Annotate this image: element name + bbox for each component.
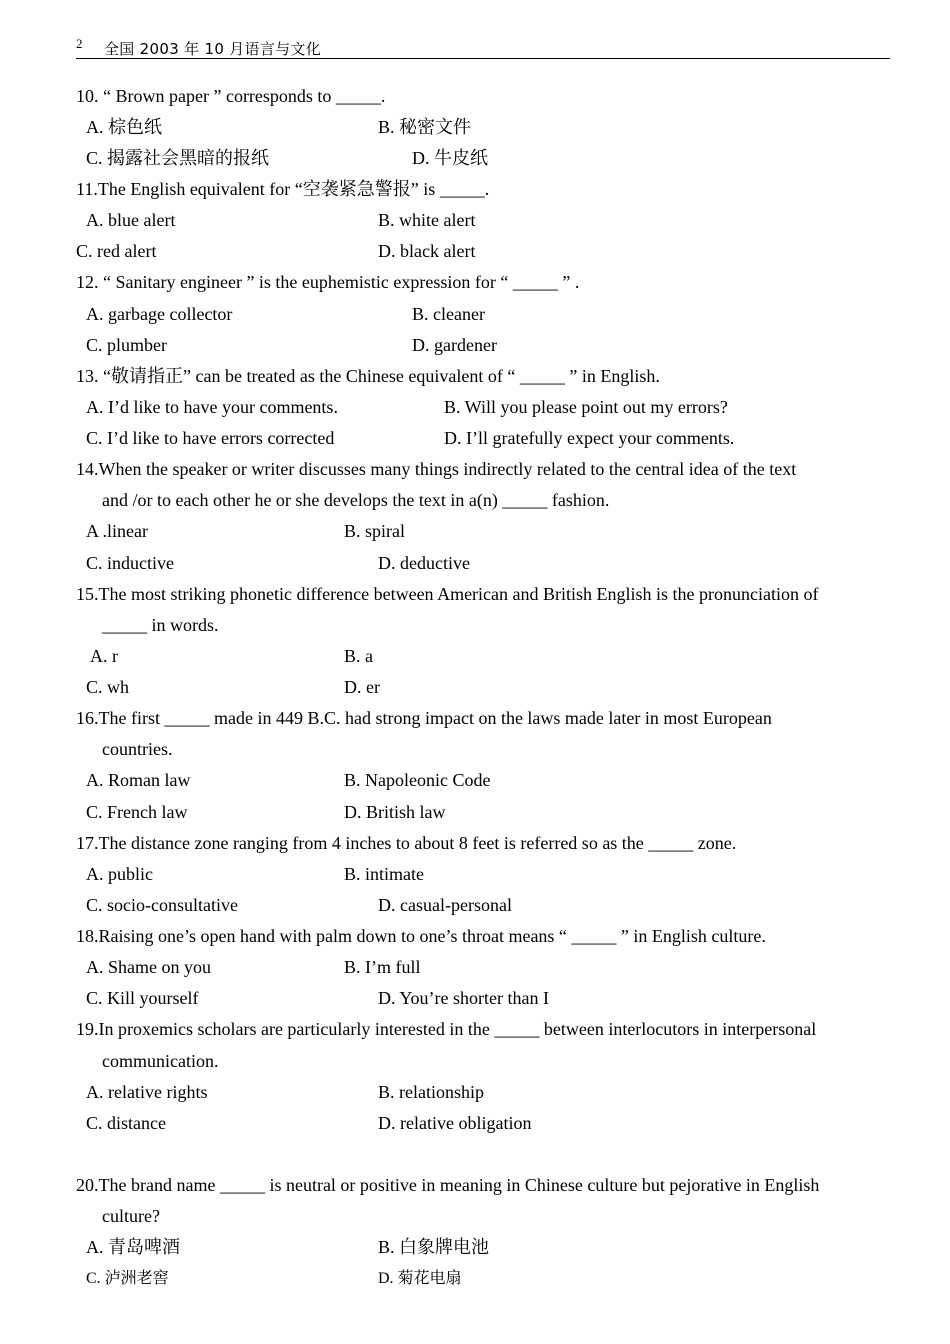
- question-15-stem: 15.The most striking phonetic difference between American and British English is the pronunciation of: [76, 584, 819, 604]
- question-19-stem-cont: communication.: [102, 1051, 219, 1071]
- question-16-option-b: B. Napoleonic Code: [344, 770, 491, 790]
- page-number: 2: [76, 36, 83, 51]
- question-15-option-b: B. a: [344, 646, 373, 666]
- question-11-option-c: C. red alert: [76, 241, 157, 261]
- question-20-option-b: B. 白象牌电池: [378, 1237, 490, 1257]
- question-18-option-c: C. Kill yourself: [86, 988, 199, 1008]
- question-17-option-a: A. public: [86, 864, 153, 884]
- question-10-option-b: B. 秘密文件: [378, 117, 472, 137]
- question-15-option-d: D. er: [344, 677, 380, 697]
- question-12-option-c: C. plumber: [86, 335, 167, 355]
- question-16-option-d: D. British law: [344, 802, 446, 822]
- question-17-stem: 17.The distance zone ranging from 4 inches to about 8 feet is referred so as the _____ zone.: [76, 833, 737, 853]
- question-13-option-b: B. Will you please point out my errors?: [444, 397, 728, 417]
- question-16-option-c: C. French law: [86, 802, 188, 822]
- question-17-option-c: C. socio-consultative: [86, 895, 238, 915]
- question-20-option-d: D. 菊花电扇: [378, 1270, 462, 1287]
- question-14-option-c: C. inductive: [86, 553, 174, 573]
- question-10-option-c: C. 揭露社会黑暗的报纸: [86, 148, 270, 168]
- question-11-option-a: A. blue alert: [86, 210, 176, 230]
- question-12-option-a: A. garbage collector: [86, 304, 233, 324]
- question-15-stem-cont: _____ in words.: [102, 615, 219, 635]
- question-20-stem-cont: culture?: [102, 1206, 160, 1226]
- question-12-option-b: B. cleaner: [412, 304, 485, 324]
- question-20-stem: 20.The brand name _____ is neutral or positive in meaning in Chinese culture but pejorative in English: [76, 1175, 820, 1195]
- question-20-option-a: A. 青岛啤酒: [86, 1237, 180, 1257]
- question-13-option-a: A. I’d like to have your comments.: [86, 397, 338, 417]
- question-20-option-c: C. 泸洲老窖: [86, 1270, 169, 1287]
- page-header: [76, 36, 890, 59]
- question-15-option-c: C. wh: [86, 677, 130, 697]
- question-16-option-a: A. Roman law: [86, 770, 191, 790]
- question-19-option-a: A. relative rights: [86, 1082, 208, 1102]
- question-14-stem-cont: and /or to each other he or she develops the text in a(n) _____ fashion.: [102, 490, 610, 510]
- question-12-stem: 12. “ Sanitary engineer ” is the euphemistic expression for “ _____ ” .: [76, 272, 580, 292]
- question-19-option-b: B. relationship: [378, 1082, 484, 1102]
- question-18-stem: 18.Raising one’s open hand with palm down to one’s throat means “ _____ ” in English culture.: [76, 926, 766, 946]
- question-11-option-b: B. white alert: [378, 210, 476, 230]
- question-14-option-b: B. spiral: [344, 521, 405, 541]
- header-title: 全国 2003 年 10 月语言与文化: [104, 40, 322, 58]
- question-18-option-a: A. Shame on you: [86, 957, 211, 977]
- question-13-stem: 13. “敬请指正” can be treated as the Chinese equivalent of “ _____ ” in English.: [76, 366, 660, 386]
- question-12-option-d: D. gardener: [412, 335, 497, 355]
- question-11-option-d: D. black alert: [378, 241, 476, 261]
- question-19-stem: 19.In proxemics scholars are particularly interested in the _____ between interlocutors in interpersonal: [76, 1019, 817, 1039]
- question-13-option-d: D. I’ll gratefully expect your comments.: [444, 428, 735, 448]
- question-16-stem: 16.The first _____ made in 449 B.C. had strong impact on the laws made later in most European: [76, 708, 772, 728]
- question-14-option-a: A .linear: [86, 521, 148, 541]
- question-14-stem: 14.When the speaker or writer discusses many things indirectly related to the central idea of the text: [76, 459, 797, 479]
- question-18-option-d: D. You’re shorter than I: [378, 988, 549, 1008]
- question-10-option-a: A. 棕色纸: [86, 117, 162, 137]
- question-14-option-d: D. deductive: [378, 553, 470, 573]
- question-11-stem: 11.The English equivalent for “空袭紧急警报” is _____.: [76, 179, 490, 199]
- question-15-option-a: A. r: [90, 646, 118, 666]
- question-13-option-c: C. I’d like to have errors corrected: [86, 428, 335, 448]
- question-17-option-b: B. intimate: [344, 864, 424, 884]
- question-18-option-b: B. I’m full: [344, 957, 421, 977]
- question-17-option-d: D. casual-personal: [378, 895, 512, 915]
- question-10-option-d: D. 牛皮纸: [412, 148, 488, 168]
- question-19-option-c: C. distance: [86, 1113, 166, 1133]
- question-10-stem: 10. “ Brown paper ” corresponds to _____.: [76, 86, 386, 106]
- question-16-stem-cont: countries.: [102, 739, 173, 759]
- question-19-option-d: D. relative obligation: [378, 1113, 532, 1133]
